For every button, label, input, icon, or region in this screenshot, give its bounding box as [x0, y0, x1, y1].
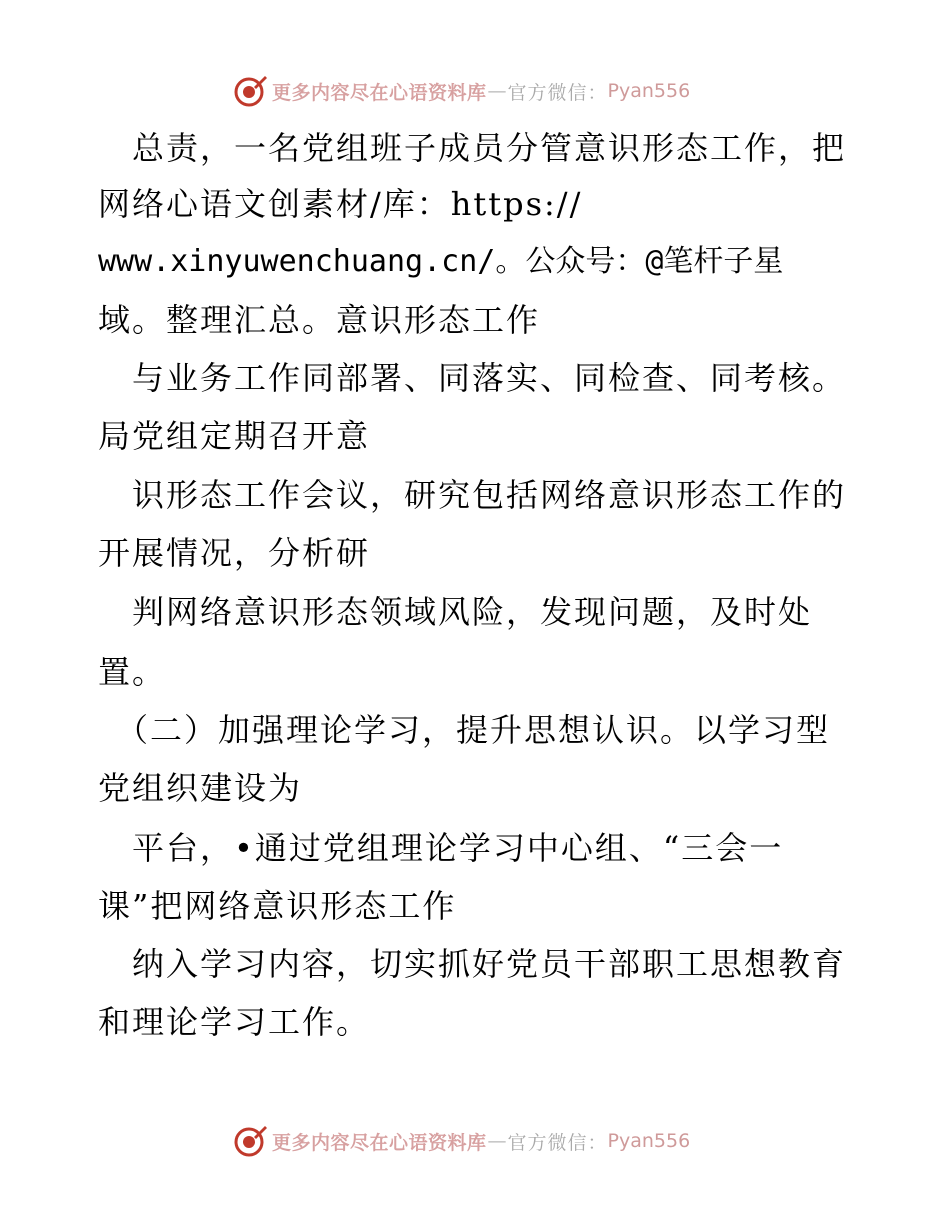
body-line: 开展情况，分析研 — [98, 534, 371, 572]
header-watermark — [234, 74, 690, 108]
pen-logo-icon — [234, 1124, 268, 1158]
body-line: 与业务工作同部署、同落实、同检查、同考核。 — [98, 359, 847, 397]
body-line: 纳入学习内容，切实抓好党员干部职工思想教育 — [98, 945, 847, 983]
body-line: 置。 — [98, 653, 167, 691]
watermark-site-text: 更多内容尽在心语资料库 — [272, 81, 487, 104]
watermark-separator: — — [487, 80, 507, 102]
body-line: 平台，•通过党组理论学习中心组、“三会一 — [98, 829, 784, 867]
body-line: 总责，一名党组班子成员分管意识形态工作，把 — [98, 129, 847, 167]
watermark-separator: — — [487, 1130, 507, 1152]
body-line: 网络心语文创素材/库：https:// — [98, 185, 583, 223]
watermark-wechat-id: Pyan556 — [607, 80, 691, 102]
watermark-wechat-label: 官方微信： — [507, 1131, 608, 1154]
body-line: 课”把网络意识形态工作 — [98, 887, 457, 925]
body-line: 识形态工作会议，研究包括网络意识形态工作的 — [98, 476, 847, 514]
body-line: 域。整理汇总。意识形态工作 — [98, 301, 541, 339]
watermark-site-text: 更多内容尽在心语资料库 — [272, 1131, 487, 1154]
body-line: 判网络意识形态领域风险，发现问题，及时处 — [98, 593, 813, 631]
body-line: 和理论学习工作。 — [98, 1003, 371, 1041]
watermark-wechat-id: Pyan556 — [607, 1130, 691, 1152]
body-line: www.xinyuwenchuang.cn/。公众号：@笔杆子星 — [98, 244, 784, 279]
pen-logo-icon — [234, 74, 268, 108]
body-line: 局党组定期召开意 — [98, 417, 371, 455]
footer-watermark — [234, 1124, 690, 1158]
body-line: 党组织建设为 — [98, 769, 303, 807]
watermark-wechat-label: 官方微信： — [507, 81, 608, 104]
body-line: （二）加强理论学习，提升思想认识。以学习型 — [98, 711, 831, 749]
